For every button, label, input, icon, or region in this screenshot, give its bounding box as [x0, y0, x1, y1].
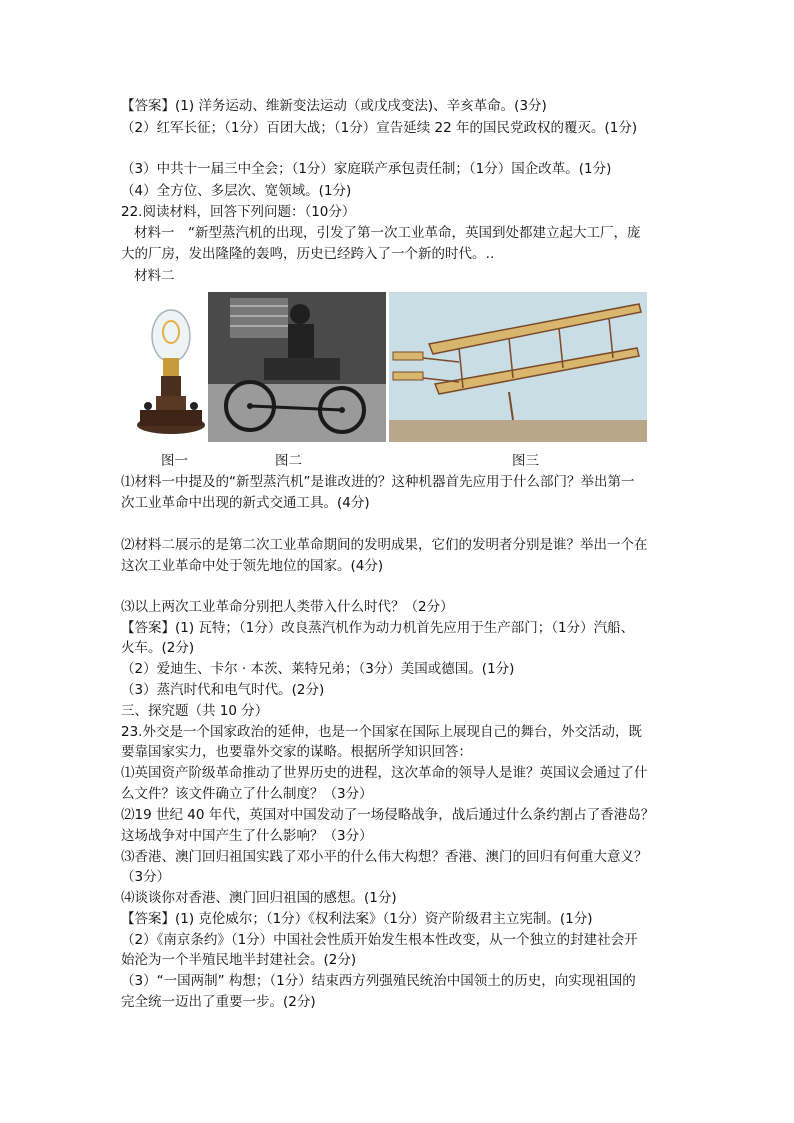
answer-21-2: （2）红军长征；（1分）百团大战；（1分）宣告延续 22 年的国民党政权的覆灭。(1分) — [121, 120, 638, 136]
question-22-1-line-2: 次工业革命中出现的新式交通工具。(4分) — [121, 495, 370, 511]
figure-3-airplane-image — [389, 292, 647, 442]
question-23-2-line-1: ⑵19 世纪 40 年代，英国对中国发动了一场侵略战争，战后通过什么条约割占了香港岛？ — [121, 807, 655, 823]
question-23-4: ⑷谈谈你对香港、澳门回归祖国的感想。(1分) — [121, 890, 397, 906]
caption-figure-2: 图二 — [275, 453, 302, 469]
answer-23-2-line-1: （2）《南京条约》（1分）中国社会性质开始发生根本性改变，从一个独立的封建社会开 — [121, 932, 638, 948]
answer-23-3-line-1: （3）“一国两制” 构想；（1分）结束西方列强殖民统治中国领土的历史，向实现祖国的 — [121, 973, 636, 989]
section-3-heading: 三、探究题（共 10 分） — [121, 703, 269, 719]
caption-figure-3: 图三 — [512, 453, 539, 469]
material-1-line-1: 材料一 “新型蒸汽机的出现，引发了第一次工业革命，英国到处都建立起大工厂，庞 — [134, 225, 641, 241]
question-23-3-line-2: （3分） — [121, 869, 171, 885]
figure-2-automobile-photo — [208, 292, 386, 442]
question-22-2-line-2: 这次工业革命中处于领先地位的国家。(4分) — [121, 558, 384, 574]
answer-22-2: （2）爱迪生、卡尔 · 本茨、莱特兄弟；（3分）美国或德国。(1分) — [121, 661, 515, 677]
answer-23-2-line-2: 始沦为一个半殖民地半封建社会。(2分) — [121, 952, 357, 968]
material-2-label: 材料二 — [134, 268, 175, 284]
question-23-intro-line-2: 要靠国家实力，也要靠外交家的谋略。根据所学知识回答： — [121, 744, 472, 760]
question-23-intro-line-1: 23.外交是一个国家政治的延伸，也是一个国家在国际上展现自己的舞台，外交活动，既 — [121, 724, 642, 740]
question-23-2-line-2: 这场战争对中国产生了什么影响？（3分） — [121, 828, 373, 844]
question-22-1-line-1: ⑴材料一中提及的“新型蒸汽机”是谁改进的？这种机器首先应用于什么部门？举出第一 — [121, 474, 635, 490]
answer-21-4: （4）全方位、多层次、宽领域。(1分) — [121, 183, 352, 199]
answer-22-1-line-2: 火车。(2分) — [121, 640, 195, 656]
question-23-1-line-2: 么文件？该文件确立了什么制度？（3分） — [121, 786, 373, 802]
answer-21-1: 【答案】(1) 洋务运动、维新变法运动（或戊戌变法)、辛亥革命。(3分) — [121, 98, 547, 114]
question-22-3: ⑶以上两次工业革命分别把人类带入什么时代？（2分） — [121, 599, 454, 615]
light-bulb-icon — [134, 292, 208, 442]
figure-1-light-bulb — [134, 292, 208, 442]
question-23-3-line-1: ⑶香港、澳门回归祖国实践了邓小平的什么伟大构想？香港、澳门的回归有何重大意义？ — [121, 849, 648, 865]
answer-22-3: （3）蒸汽时代和电气时代。(2分) — [121, 682, 325, 698]
answer-23-1: 【答案】(1) 克伦威尔；（1分）《权利法案》（1分）资产阶级君主立宪制。(1分) — [121, 911, 593, 927]
answer-23-3-line-2: 完全统一迈出了重要一步。(2分) — [121, 994, 316, 1010]
caption-figure-1: 图一 — [161, 453, 188, 469]
material-1-line-2: 大的厂房，发出隆隆的轰鸣，历史已经跨入了一个新的时代。‥ — [121, 246, 495, 262]
question-22-heading: 22.阅读材料，回答下列问题：（10分） — [121, 204, 356, 220]
answer-22-1-line-1: 【答案】(1) 瓦特；（1分）改良蒸汽机作为动力机首先应用于生产部门；（1分）汽船、 — [121, 620, 635, 636]
question-22-2-line-1: ⑵材料二展示的是第二次工业革命期间的发明成果，它们的发明者分别是谁？举出一个在 — [121, 537, 648, 553]
question-23-1-line-1: ⑴英国资产阶级革命推动了世界历史的进程，这次革命的领导人是谁？英国议会通过了什 — [121, 765, 648, 781]
answer-21-3: （3）中共十一届三中全会；（1分）家庭联产承包责任制；（1分）国企改革。(1分) — [121, 161, 612, 177]
